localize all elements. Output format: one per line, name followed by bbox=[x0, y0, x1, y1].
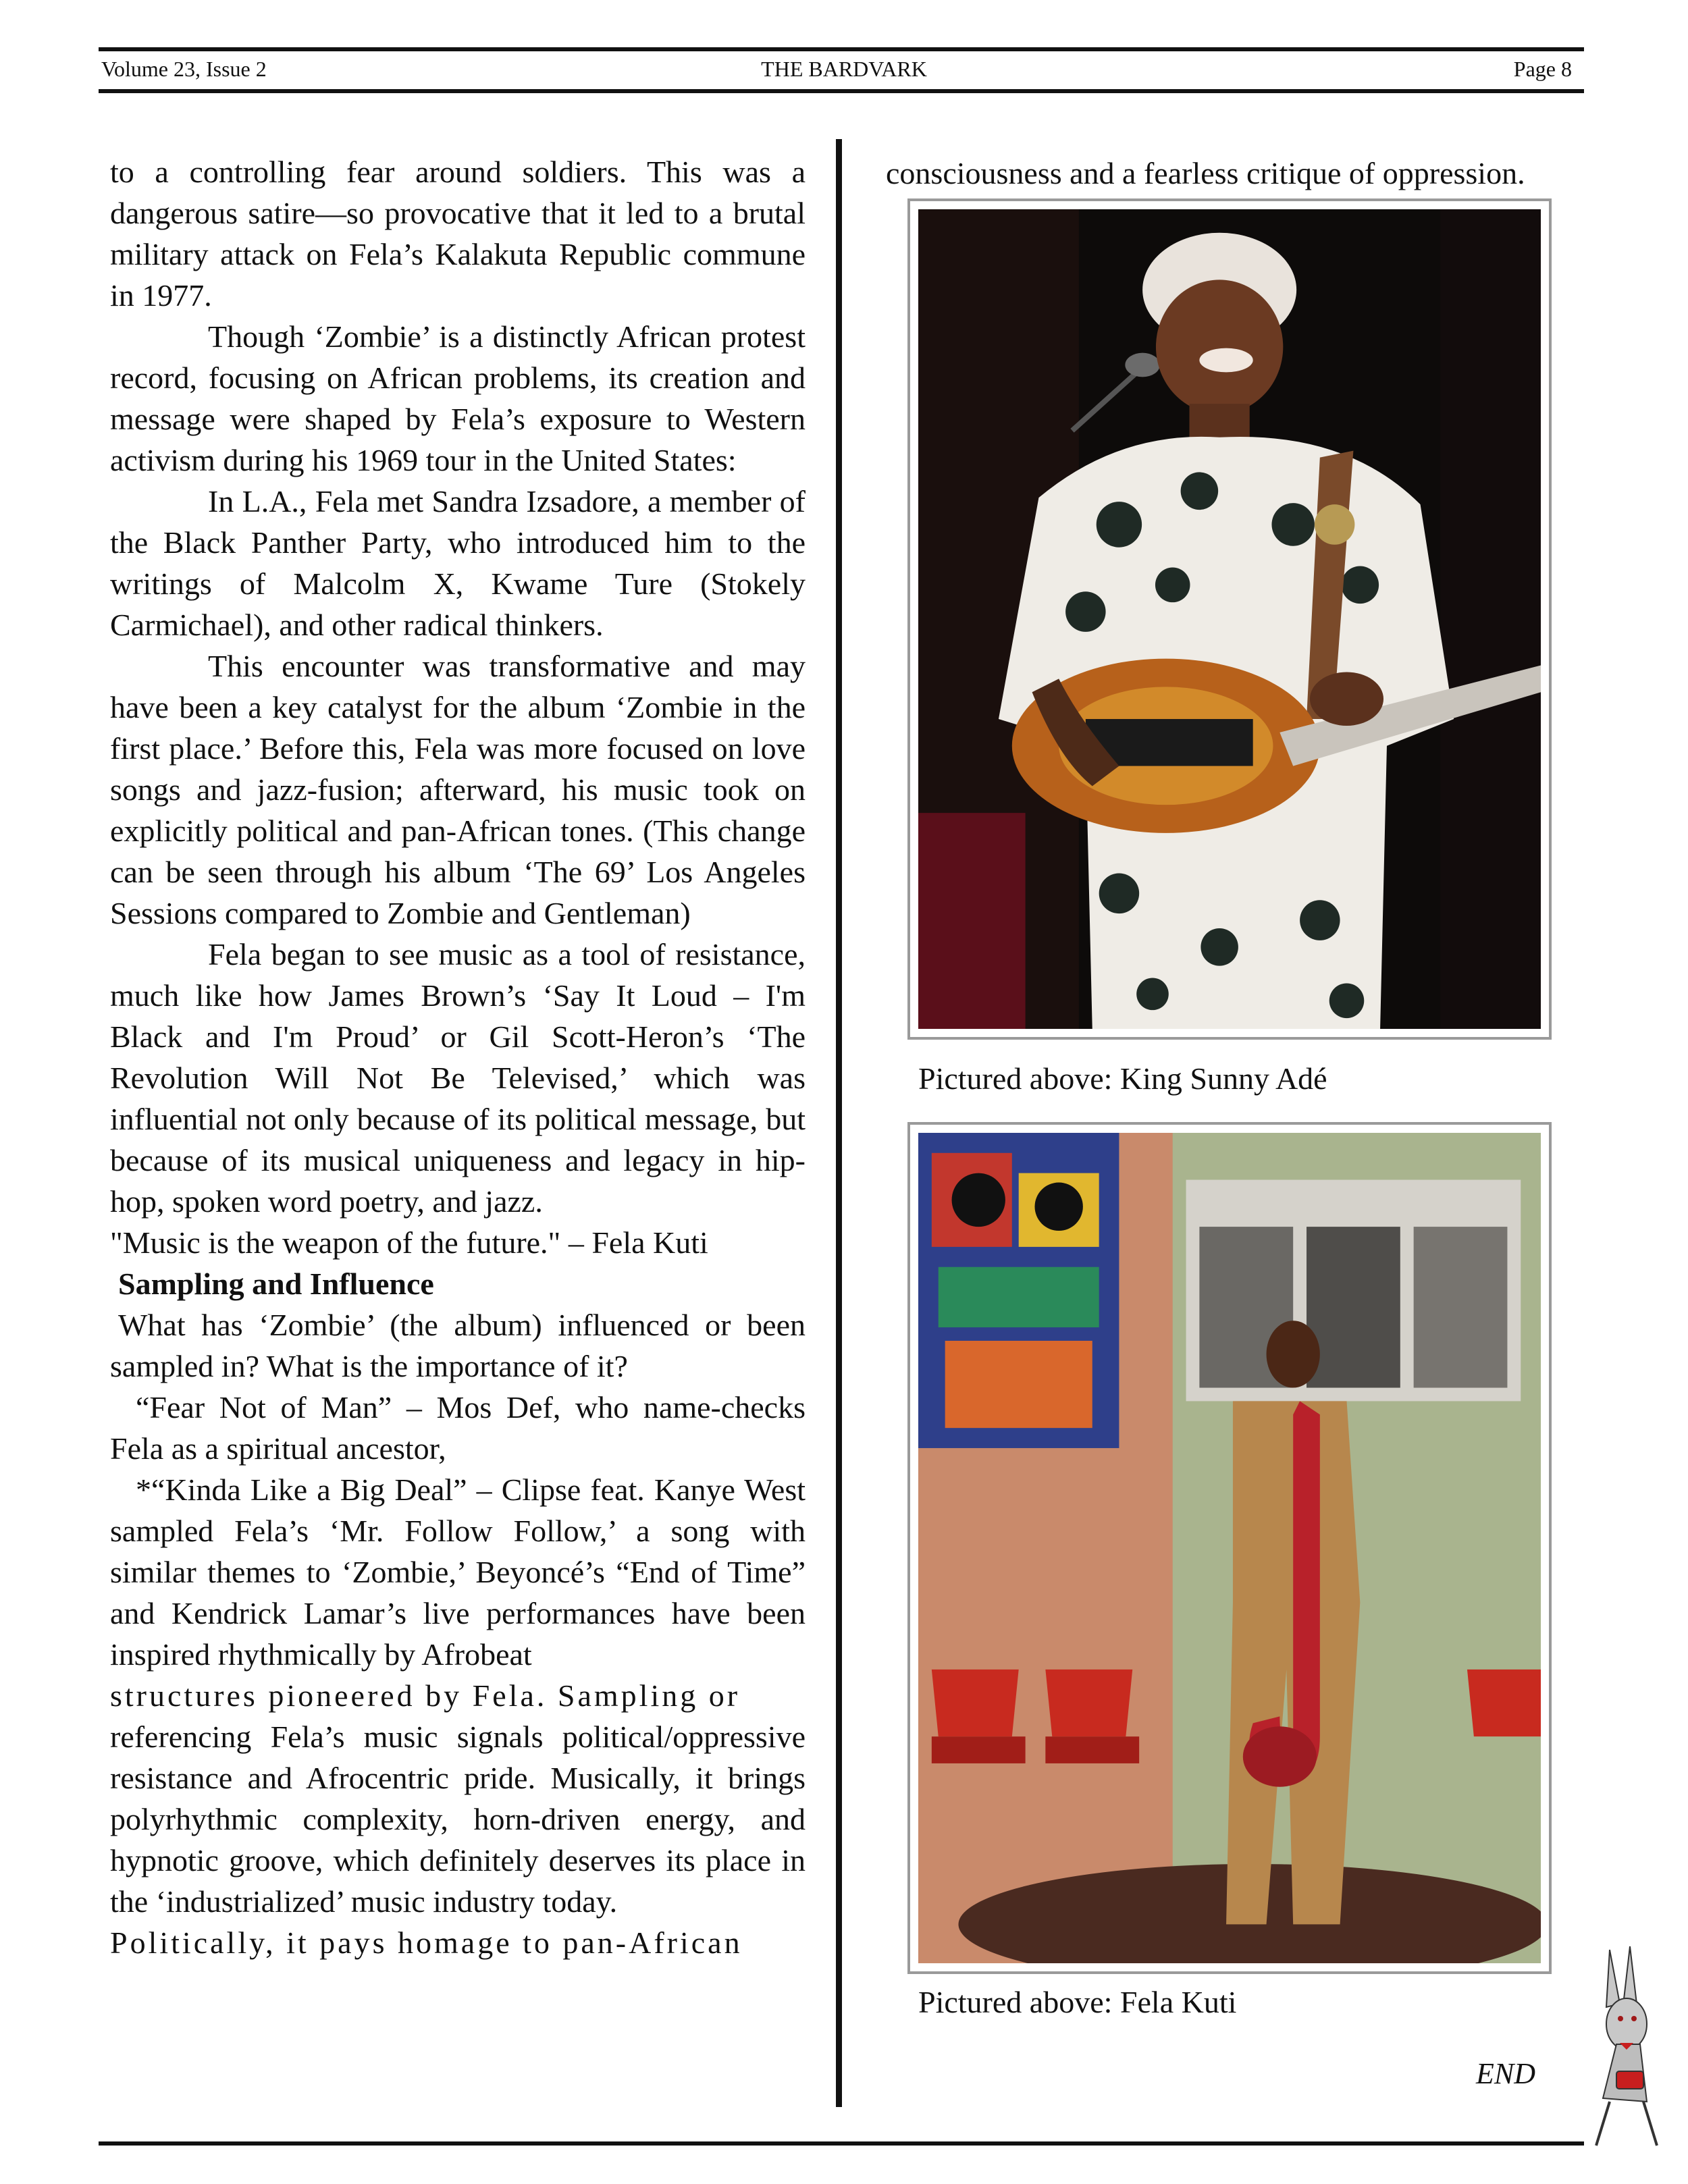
caption-fela-kuti: Pictured above: Fela Kuti bbox=[918, 1985, 1237, 2019]
right-column-continuation: consciousness and a fearless critique of oppression. bbox=[886, 156, 1525, 190]
column-divider bbox=[836, 139, 842, 2107]
photo-fela-kuti bbox=[907, 1122, 1552, 1974]
paragraph-1: to a controlling fear around soldiers. This was a dangerous satire—so provocative that it led to a brutal military attack on Fela’s Kalakuta Republic commune in 1977. bbox=[110, 155, 806, 313]
paragraph-2: Though ‘Zombie’ is a distinctly African protest record, focusing on African problems, its creation and message were shaped by Fela’s exposure to Western activism during his 1969 tour in the United States: bbox=[110, 319, 806, 477]
left-column bbox=[110, 151, 806, 1963]
paragraph-8: *“Kinda Like a Big Deal” – Clipse feat. Kanye West sampled Fela’s ‘Mr. Follow Follow,’ a song with similar themes to ‘Zombie,’ Beyoncé’s “End of Time” and Kendrick Lamar’s live performances have been inspired rhythmically by Afrobeat bbox=[110, 1472, 806, 1672]
page-number: Page 8 bbox=[1513, 57, 1572, 81]
paragraph-3: In L.A., Fela met Sandra Izsadore, a member of the Black Panther Party, who introduced him to the writings of Malcolm X, Kwame Ture (Stokely Carmichael), and other radical thinkers. bbox=[110, 484, 806, 642]
header-bottom-rule bbox=[99, 89, 1584, 93]
paragraph-8-cont: referencing Fela’s music signals political/oppressive resistance and Afrocentric pride. Musically, it brings polyrhythmic complexity, horn-driven energy, and hypnotic groove, which definitely deserves its place in the ‘industrialized’ music industry today. bbox=[110, 1720, 806, 1919]
newsletter-title: THE BARDVARK bbox=[761, 57, 927, 81]
paragraph-7: “Fear Not of Man” – Mos Def, who name-checks Fela as a spiritual ancestor, bbox=[110, 1390, 806, 1466]
issue-volume: Volume 23, Issue 2 bbox=[101, 57, 267, 81]
photo-king-sunny-ade bbox=[907, 198, 1552, 1040]
end-marker: END bbox=[1476, 2057, 1535, 2090]
paragraph-8-end: Politically, it pays homage to pan-African bbox=[110, 1925, 743, 1960]
section-heading: Sampling and Influence bbox=[118, 1267, 434, 1301]
caption-king-sunny-ade: Pictured above: King Sunny Adé bbox=[918, 1061, 1327, 1096]
aardvark-mascot-icon bbox=[1583, 1943, 1670, 2152]
paragraph-6: What has ‘Zombie’ (the album) influenced or been sampled in? What is the importance of it? bbox=[110, 1308, 806, 1383]
paragraph-5: Fela began to see music as a tool of resistance, much like how James Brown’s ‘Say It Loud – I'm Black and I'm Proud’ or Gil Scott-Heron’s ‘The Revolution Will Not Be Televised,’ which was influential not only because of its political message, but because of its musical uniqueness and legacy in hip-hop, spoken word poetry, and jazz. bbox=[110, 937, 806, 1219]
fela-quote: "Music is the weapon of the future." – Fela Kuti bbox=[110, 1225, 708, 1260]
paragraph-4: This encounter was transformative and may have been a key catalyst for the album ‘Zombie in the first place.’ Before this, Fela was more focused on love songs and jazz-fusion; afterward, his music took on explicitly political and pan-African tones. (This change can be seen through his album ‘The 69’ Los Angeles Sessions compared to Zombie and Gentleman) bbox=[110, 649, 806, 930]
photo-king-sunny-ade-image bbox=[918, 209, 1541, 1029]
paragraph-8-line: structures pioneered by Fela. Sampling or bbox=[110, 1678, 741, 1713]
photo-fela-kuti-image bbox=[918, 1133, 1541, 1963]
header-top-rule bbox=[99, 47, 1584, 51]
footer-rule bbox=[99, 2141, 1584, 2146]
